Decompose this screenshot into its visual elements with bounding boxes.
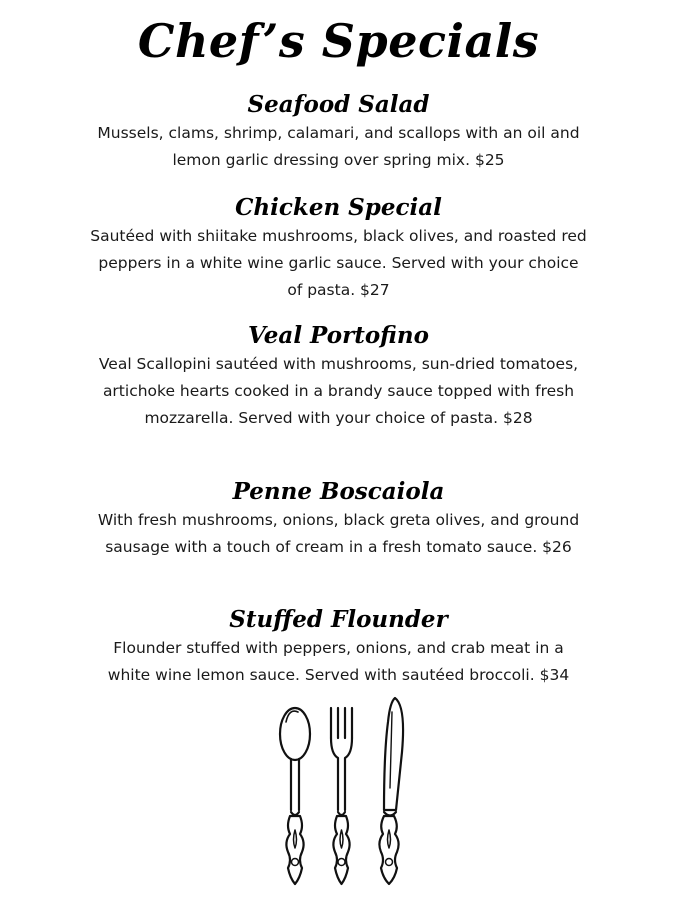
fork-icon (331, 708, 352, 884)
menu-item-name: Seafood Salad (247, 91, 430, 118)
menu-item-name: Chicken Special (235, 194, 442, 221)
menu-title: Chef’s Specials (137, 14, 540, 68)
menu-item-penne-boscaiola (90, 477, 587, 561)
cutlery-illustration (268, 692, 418, 892)
menu-item-stuffed-flounder (90, 605, 587, 689)
menu-item-chicken-special (90, 193, 587, 304)
menu-item-veal-portofino (90, 321, 587, 432)
menu-item-description: With fresh mushrooms, onions, black greta olives, and ground sausage with a touch of cream in a fresh tomato sauce. $26 (97, 511, 580, 556)
menu-item-description: Flounder stuffed with peppers, onions, and crab meat in a white wine lemon sauce. Served with sautéed broccoli. $34 (107, 639, 570, 684)
menu-item-name: Penne Boscaiola (232, 478, 445, 505)
menu-item-description: Mussels, clams, shrimp, calamari, and scallops with an oil and lemon garlic dressing over spring mix. $25 (97, 124, 580, 169)
menu-item-name: Stuffed Flounder (229, 606, 448, 633)
menu-item-name: Veal Portofino (248, 322, 429, 349)
menu-item-description: Veal Scallopini sautéed with mushrooms, sun-dried tomatoes, artichoke hearts cooked in a brandy sauce topped with fresh mozzarella. Served with your choice of pasta. $28 (98, 355, 579, 427)
menu-item-description: Sautéed with shiitake mushrooms, black olives, and roasted red peppers in a white wine garlic sauce. Served with your choice of pasta. $27 (90, 227, 587, 299)
spoon-icon (280, 708, 310, 884)
knife-icon (379, 698, 403, 884)
menu-item-seafood-salad (90, 90, 587, 174)
